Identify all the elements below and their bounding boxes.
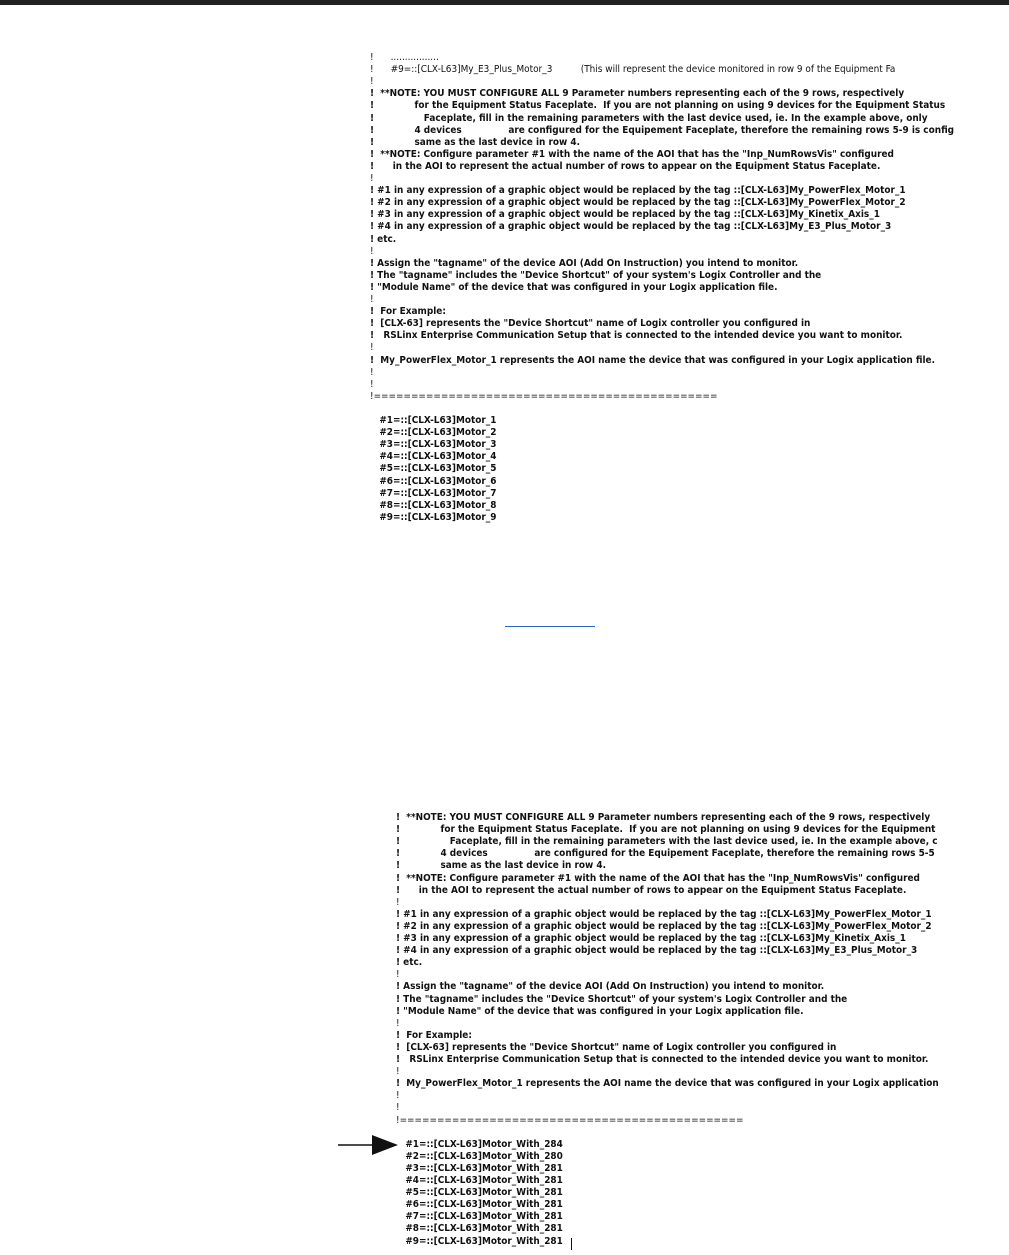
cross-reference-link-underline[interactable]	[505, 626, 595, 627]
panel2-line: !==============================================	[396, 1114, 744, 1126]
panel1-line: ! Assign the "tagname" of the device AOI (Add On Instruction) you intend to monitor.	[370, 257, 799, 269]
panel2-line: !	[396, 1017, 400, 1029]
panel2-line: #3=::[CLX-L63]Motor_With_281	[396, 1162, 563, 1174]
panel1-line: #7=::[CLX-L63]Motor_7	[370, 487, 497, 499]
panel2-line: ! #3 in any expression of a graphic object would be replaced by the tag ::[CLX-L63]My_Kinetix_Axis_1	[396, 933, 906, 944]
panel2-line: ! 4 devices are configured for the Equipement Faceplate, therefore the remaining rows 5-5	[396, 848, 935, 860]
panel1-line: ! The "tagname" includes the "Device Shortcut" of your system's Logix Controller and the	[370, 269, 822, 281]
panel2-line: ! in the AOI to represent the actual number of rows to appear on the Equipment Status Faceplate.	[396, 884, 907, 896]
panel1-line: ! #2 in any expression of a graphic object would be replaced by the tag ::[CLX-L63]My_PowerFlex_Motor_2	[370, 197, 906, 209]
panel1-line: !	[370, 294, 374, 305]
panel2-line: ! **NOTE: YOU MUST CONFIGURE ALL 9 Parameter numbers representing each of the 9 rows, respectively	[396, 812, 931, 823]
panel2-line: !	[396, 1102, 400, 1114]
panel2-line: ! My_PowerFlex_Motor_1 represents the AOI name the device that was configured in your Logix application	[396, 1078, 939, 1090]
panel2-line: !	[396, 896, 400, 908]
panel2-line: ! for the Equipment Status Faceplate. If you are not planning on using 9 devices for the Equipment	[396, 824, 936, 836]
panel2-line: #9=::[CLX-L63]Motor_With_281	[396, 1235, 563, 1247]
panel1-line: ! **NOTE: Configure parameter #1 with the name of the AOI that has the "Inp_NumRowsVis" configured	[370, 148, 894, 160]
panel1-line: ! for the Equipment Status Faceplate. If you are not planning on using 9 devices for the Equipment Status	[370, 100, 946, 112]
panel1-line: ! 4 devices are configured for the Equipement Faceplate, therefore the remaining rows 5-9 is config	[370, 124, 955, 136]
panel1-line: #9=::[CLX-L63]Motor_9	[370, 511, 497, 523]
panel1-line: ! For Example:	[370, 306, 446, 318]
panel1-line: #2=::[CLX-L63]Motor_2	[370, 427, 497, 439]
parameter-file-panel-original	[370, 52, 966, 542]
panel2-line: ! "Module Name" of the device that was configured in your Logix application file.	[396, 1005, 804, 1017]
panel1-line: ! etc.	[370, 233, 397, 245]
panel2-line: ! etc.	[396, 957, 423, 969]
panel2-line: ! #1 in any expression of a graphic object would be replaced by the tag ::[CLX-L63]My_PowerFlex_Motor_1	[396, 908, 932, 920]
right-arrow-icon	[338, 1133, 400, 1157]
panel1-line: !	[370, 245, 374, 257]
panel2-line: ! Faceplate, fill in the remaining parameters with the last device used, ie. In the example above, c	[396, 836, 938, 848]
panel1-line: ! same as the last device in row 4.	[370, 136, 580, 148]
panel1-line: ! RSLinx Enterprise Communication Setup that is connected to the intended device you want to monitor.	[370, 330, 903, 342]
panel2-line: #4=::[CLX-L63]Motor_With_281	[396, 1175, 563, 1186]
panel2-line: !	[396, 969, 400, 981]
panel1-line: #1=::[CLX-L63]Motor_1	[370, 415, 497, 426]
panel1-line: ! My_PowerFlex_Motor_1 represents the AOI name the device that was configured in your Logix application file.	[370, 354, 935, 366]
panel2-line: !	[396, 1090, 400, 1102]
panel1-line: ! **NOTE: YOU MUST CONFIGURE ALL 9 Parameter numbers representing each of the 9 rows, respectively	[370, 88, 905, 100]
panel1-line: ! [CLX-63] represents the "Device Shortcut" name of Logix controller you configured in	[370, 318, 811, 330]
top-rule	[0, 0, 1009, 5]
panel1-line: ! #4 in any expression of a graphic object would be replaced by the tag ::[CLX-L63]My_E3_Plus_Motor_3	[370, 221, 892, 233]
parameter-file-panel-edited	[396, 812, 956, 1252]
panel1-line: ! #1 in any expression of a graphic object would be replaced by the tag ::[CLX-L63]My_PowerFlex_Motor_1	[370, 185, 906, 197]
panel2-line: ! same as the last device in row 4.	[396, 860, 606, 872]
panel1-line: ! in the AOI to represent the actual number of rows to appear on the Equipment Status Faceplate.	[370, 160, 881, 172]
panel1-line: ! #9=::[CLX-L63]My_E3_Plus_Motor_3 (This will represent the device monitored in row 9 of the Equipment Fa	[370, 64, 896, 76]
panel2-line: !	[396, 1066, 400, 1078]
panel1-line: !==============================================	[370, 390, 718, 402]
panel1-line: ! .................	[370, 52, 439, 63]
text-cursor	[571, 1238, 572, 1250]
panel2-line: #2=::[CLX-L63]Motor_With_280	[396, 1150, 563, 1162]
panel1-line: #3=::[CLX-L63]Motor_3	[370, 439, 497, 451]
panel2-line: #7=::[CLX-L63]Motor_With_281	[396, 1211, 563, 1223]
panel2-line: ! [CLX-63] represents the "Device Shortcut" name of Logix controller you configured in	[396, 1041, 837, 1053]
panel1-line: #5=::[CLX-L63]Motor_5	[370, 463, 497, 475]
panel1-line: ! #3 in any expression of a graphic object would be replaced by the tag ::[CLX-L63]My_Kinetix_Axis_1	[370, 209, 880, 221]
panel1-line: #4=::[CLX-L63]Motor_4	[370, 451, 497, 463]
panel2-line: ! The "tagname" includes the "Device Shortcut" of your system's Logix Controller and the	[396, 993, 848, 1005]
panel1-line: !	[370, 173, 374, 184]
panel2-line: #1=::[CLX-L63]Motor_With_284	[396, 1138, 563, 1150]
panel1-line: !	[370, 378, 374, 390]
panel2-line: #5=::[CLX-L63]Motor_With_281	[396, 1187, 563, 1199]
panel2-line: ! RSLinx Enterprise Communication Setup that is connected to the intended device you want to monitor.	[396, 1054, 929, 1065]
panel1-line: !	[370, 366, 374, 378]
panel2-line: ! #2 in any expression of a graphic object would be replaced by the tag ::[CLX-L63]My_PowerFlex_Motor_2	[396, 920, 932, 932]
panel1-line: #6=::[CLX-L63]Motor_6	[370, 475, 497, 487]
panel2-line: ! **NOTE: Configure parameter #1 with the name of the AOI that has the "Inp_NumRowsVis" configured	[396, 872, 920, 884]
panel1-line: ! Faceplate, fill in the remaining parameters with the last device used, ie. In the example above, only	[370, 112, 928, 124]
panel2-line: ! For Example:	[396, 1029, 472, 1041]
panel1-line: !	[370, 342, 374, 354]
panel2-line: #6=::[CLX-L63]Motor_With_281	[396, 1199, 563, 1211]
panel1-line: ! "Module Name" of the device that was configured in your Logix application file.	[370, 281, 778, 293]
panel2-line: #8=::[CLX-L63]Motor_With_281	[396, 1223, 563, 1235]
panel2-line: ! Assign the "tagname" of the device AOI (Add On Instruction) you intend to monitor.	[396, 981, 825, 993]
panel1-line: !	[370, 76, 374, 88]
panel2-line: ! #4 in any expression of a graphic object would be replaced by the tag ::[CLX-L63]My_E3_Plus_Motor_3	[396, 945, 918, 957]
panel1-line: #8=::[CLX-L63]Motor_8	[370, 499, 497, 511]
